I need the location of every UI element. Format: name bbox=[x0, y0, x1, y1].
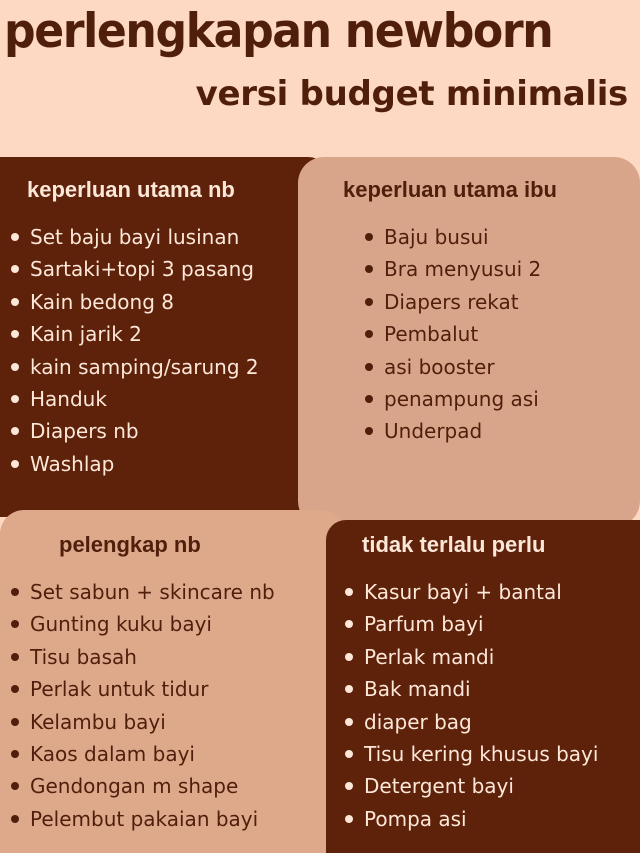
list-item: Diapers nb bbox=[10, 415, 259, 447]
bullet-icon bbox=[11, 815, 19, 823]
page-title: perlengkapan newborn bbox=[4, 4, 553, 59]
list-item: Diapers rekat bbox=[364, 286, 541, 318]
panel-keperluan-utama-nb bbox=[0, 157, 330, 517]
bullet-icon bbox=[345, 588, 353, 596]
section-heading: keperluan utama ibu bbox=[343, 177, 557, 202]
bullet-icon bbox=[11, 685, 19, 693]
list-item: asi booster bbox=[364, 351, 541, 383]
list-item: Parfum bayi bbox=[344, 608, 598, 640]
bullet-icon bbox=[365, 427, 373, 435]
bullet-icon bbox=[11, 427, 19, 435]
bullet-icon bbox=[345, 718, 353, 726]
bullet-icon bbox=[365, 265, 373, 273]
bullet-icon bbox=[11, 718, 19, 726]
bullet-icon bbox=[345, 620, 353, 628]
list-item: Handuk bbox=[10, 383, 259, 415]
panel-tidak-terlalu-perlu bbox=[326, 520, 640, 853]
list-item: Kelambu bayi bbox=[10, 706, 275, 738]
bullet-icon bbox=[365, 395, 373, 403]
panel-pelengkap-nb bbox=[0, 510, 345, 853]
bullet-icon bbox=[365, 233, 373, 241]
list-item: Pompa asi bbox=[344, 803, 598, 835]
list-item: Kain jarik 2 bbox=[10, 318, 259, 350]
list-item: Tisu kering khusus bayi bbox=[344, 738, 598, 770]
list-item: Pelembut pakaian bayi bbox=[10, 803, 275, 835]
bullet-icon bbox=[11, 588, 19, 596]
list-item: Bra menyusui 2 bbox=[364, 253, 541, 285]
bullet-icon bbox=[365, 298, 373, 306]
bullet-icon bbox=[11, 782, 19, 790]
bullet-icon bbox=[11, 298, 19, 306]
bullet-icon bbox=[345, 750, 353, 758]
bullet-icon bbox=[11, 750, 19, 758]
bullet-icon bbox=[11, 653, 19, 661]
bullet-icon bbox=[11, 620, 19, 628]
list-item: Sartaki+topi 3 pasang bbox=[10, 253, 259, 285]
list-item: Perlak mandi bbox=[344, 641, 598, 673]
bullet-icon bbox=[11, 363, 19, 371]
bullet-icon bbox=[11, 330, 19, 338]
list-item: Kasur bayi + bantal bbox=[344, 576, 598, 608]
bullet-icon bbox=[11, 395, 19, 403]
bullet-icon bbox=[345, 653, 353, 661]
list-item: penampung asi bbox=[364, 383, 541, 415]
bullet-icon bbox=[345, 815, 353, 823]
list-item: Set baju bayi lusinan bbox=[10, 221, 259, 253]
section-heading: tidak terlalu perlu bbox=[362, 532, 546, 557]
item-list bbox=[364, 221, 541, 448]
item-list bbox=[10, 221, 259, 480]
list-item: Perlak untuk tidur bbox=[10, 673, 275, 705]
item-list bbox=[10, 576, 275, 835]
list-item: Tisu basah bbox=[10, 641, 275, 673]
list-item: diaper bag bbox=[344, 706, 598, 738]
list-item: Detergent bayi bbox=[344, 770, 598, 802]
bullet-icon bbox=[11, 460, 19, 468]
list-item: Gendongan m shape bbox=[10, 770, 275, 802]
list-item: Set sabun + skincare nb bbox=[10, 576, 275, 608]
section-heading: keperluan utama nb bbox=[27, 177, 235, 202]
item-list bbox=[344, 576, 598, 835]
list-item: Pembalut bbox=[364, 318, 541, 350]
list-item: Kain bedong 8 bbox=[10, 286, 259, 318]
list-item: kain samping/sarung 2 bbox=[10, 351, 259, 383]
list-item: Gunting kuku bayi bbox=[10, 608, 275, 640]
page-subtitle: versi budget minimalis bbox=[195, 74, 628, 114]
bullet-icon bbox=[345, 685, 353, 693]
list-item: Baju busui bbox=[364, 221, 541, 253]
list-item: Washlap bbox=[10, 448, 259, 480]
bullet-icon bbox=[365, 363, 373, 371]
bullet-icon bbox=[11, 265, 19, 273]
bullet-icon bbox=[365, 330, 373, 338]
bullet-icon bbox=[345, 782, 353, 790]
bullet-icon bbox=[11, 233, 19, 241]
list-item: Kaos dalam bayi bbox=[10, 738, 275, 770]
list-item: Underpad bbox=[364, 415, 541, 447]
panel-keperluan-utama-ibu bbox=[298, 157, 640, 527]
section-heading: pelengkap nb bbox=[59, 532, 201, 557]
list-item: Bak mandi bbox=[344, 673, 598, 705]
